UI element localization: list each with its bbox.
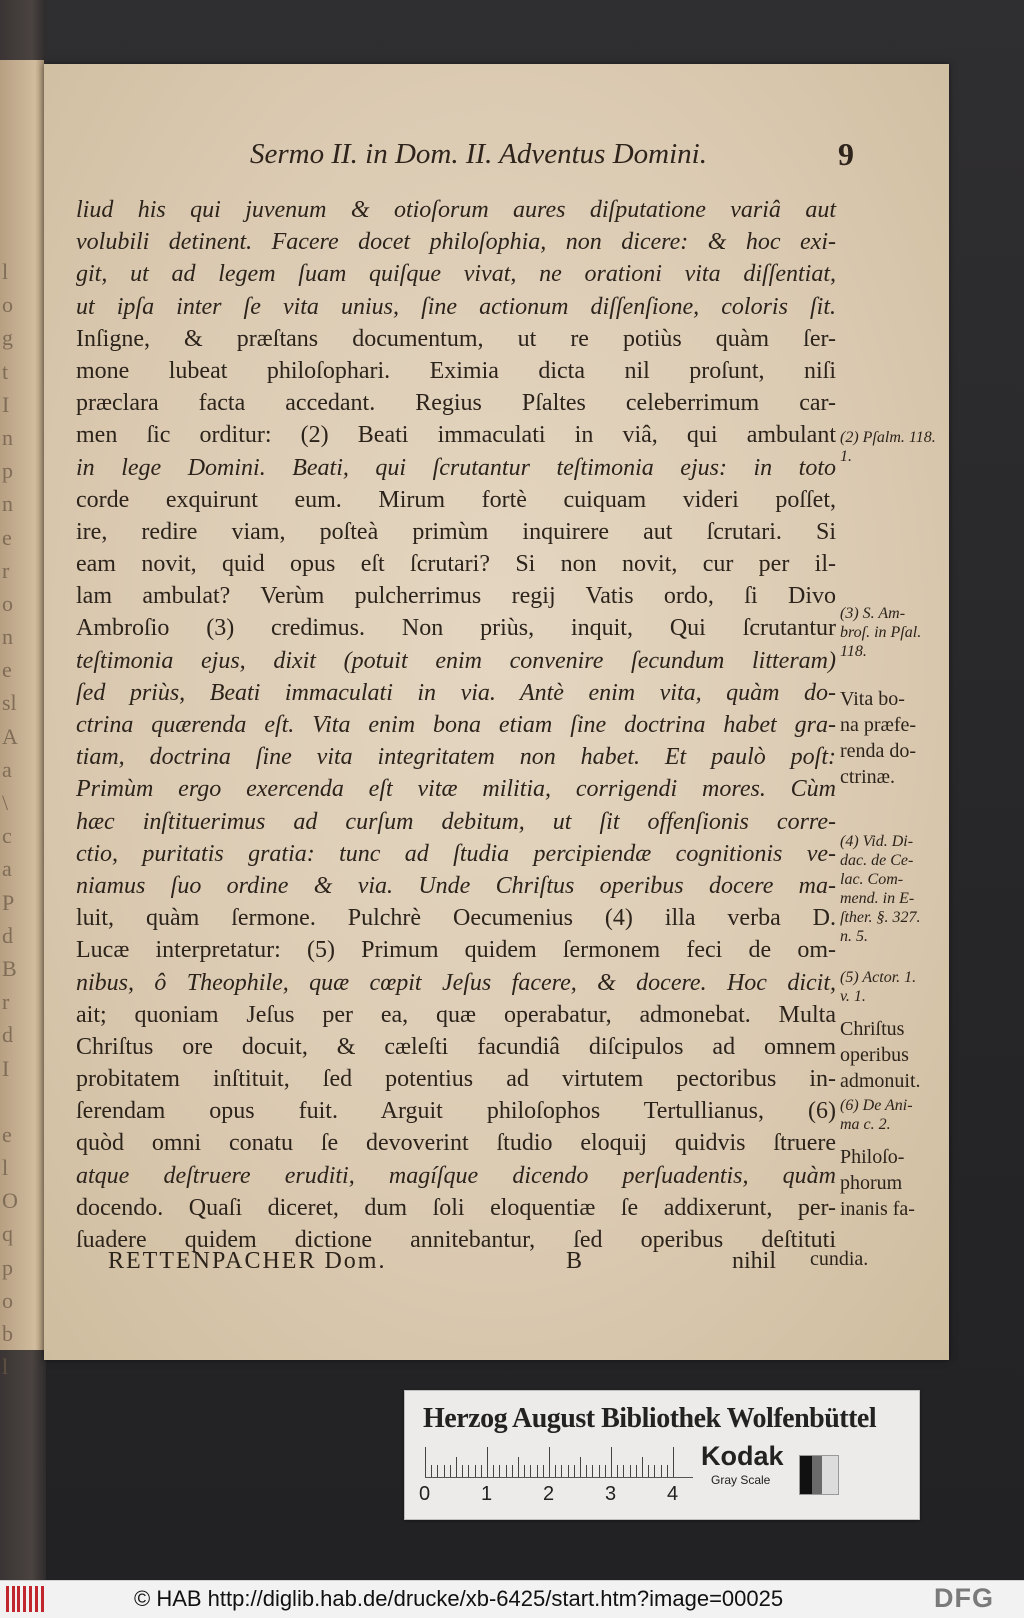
- text-line: ſed priùs, Beati immaculati in via. Antè enim vita, quàm do-: [76, 679, 836, 706]
- page-footer: [44, 1248, 949, 1282]
- prev-page-glyph: d: [2, 1022, 13, 1048]
- prev-page-glyph: P: [2, 889, 15, 915]
- side-line: admonuit.: [840, 1070, 921, 1092]
- prev-page-glyph: a: [2, 856, 12, 882]
- text-line: eam novit, quid opus eſt ſcrutari? Si non novit, cur per il-: [76, 551, 836, 578]
- ruler-tick: [543, 1465, 544, 1477]
- ruler-tick: [468, 1465, 469, 1477]
- text-line: ut ipſa inter ſe vita unius, ſine actionum diſſenſione, coloris ſit.: [76, 293, 836, 320]
- source-link[interactable]: © HAB http://diglib.hab.de/drucke/xb-6425/start.htm?image=00025: [134, 1586, 784, 1611]
- scale-number: 2: [543, 1483, 555, 1505]
- scale-number: 4: [667, 1483, 679, 1505]
- ruler-tick: [549, 1447, 550, 1477]
- catchword: nihil: [732, 1248, 777, 1274]
- note-line: (2) Pſalm. 118. 1.: [840, 429, 936, 465]
- text-line: liud his qui juvenum & otioſorum aures diſputatione variâ aut: [76, 197, 836, 223]
- text-line: Lucæ interpretatur: (5) Primum quidem ſermonem feci de om-: [76, 937, 836, 964]
- side-line: Chriſtus: [840, 1018, 905, 1040]
- ruler-tick: [518, 1457, 519, 1477]
- ruler-tick: [437, 1465, 438, 1477]
- ruler-tick: [561, 1465, 562, 1477]
- text-line: niamus ſuo ordine & via. Unde Chriſtus operibus docere ma-: [76, 872, 836, 899]
- note-line: lac. Com-: [840, 871, 904, 888]
- ruler-tick: [623, 1465, 624, 1477]
- text-line: teſtimonia ejus, dixit (potuit enim convenire ſecundum litteram): [76, 647, 836, 674]
- ruler-tick: [617, 1465, 618, 1477]
- prev-page-glyph: q: [2, 1221, 13, 1247]
- note-line: n. 5.: [840, 928, 868, 945]
- book-page: [44, 64, 949, 1360]
- main-text: [76, 194, 836, 1256]
- gray-swatch: [799, 1455, 839, 1495]
- gray-scale-label: Gray Scale: [711, 1473, 771, 1487]
- text-line: probitatem inſtituit, ſed potentius ad virtutem pectoribus in-: [76, 1066, 836, 1093]
- swatch-black: [800, 1456, 812, 1494]
- kodak-logo: Kodak: [701, 1441, 784, 1471]
- ruler-tick: [493, 1465, 494, 1477]
- footer-bar: [0, 1580, 1024, 1618]
- ruler-tick: [499, 1465, 500, 1477]
- ruler-tick: [431, 1465, 432, 1477]
- ruler-tick: [673, 1447, 674, 1477]
- prev-page-glyph: o: [2, 1287, 13, 1313]
- prev-page-glyph: \: [2, 790, 9, 815]
- ruler-tick: [475, 1465, 476, 1477]
- prev-page-glyph: a: [2, 756, 12, 782]
- text-line: atque deſtruere eruditi, magíſque dicendo perſuadentis, quàm: [76, 1162, 836, 1189]
- margin-note: [840, 604, 950, 661]
- prev-page-glyph: [2, 1085, 22, 1118]
- text-line: docendo. Quaſi diceret, dum ſoli eloquentiæ ſe addixerunt, per-: [76, 1194, 836, 1221]
- ruler-tick: [642, 1457, 643, 1477]
- side-head-vita: [840, 686, 950, 790]
- ruler-tick: [481, 1465, 482, 1477]
- margin-note: [840, 968, 950, 1006]
- scale-number: 1: [481, 1483, 493, 1505]
- text-line: Inſigne, & præſtans documentum, ut re potiùs quàm ſer-: [76, 325, 836, 352]
- previous-page-edge: [0, 60, 44, 1380]
- prev-page-glyph: d: [2, 922, 13, 948]
- margin-note: [840, 428, 950, 466]
- ruler-tick: [605, 1465, 606, 1477]
- ruler-tick: [667, 1465, 668, 1477]
- prev-page-glyph: b: [2, 1321, 13, 1346]
- text-line: quòd omni conatu ſe devoverint ſtudio eloquij quidvis ſtruere: [76, 1130, 836, 1157]
- prev-page-glyph: l: [2, 1155, 9, 1181]
- signature-author: RETTENPACHER Dom.: [108, 1248, 387, 1274]
- text-line: ſuadere quidem dictione annitebantur, ſed operibus deſtituti: [76, 1227, 836, 1253]
- note-line: (6) De Ani-: [840, 1097, 913, 1114]
- text-line: mone lubeat philoſophari. Eximia dicta nil proſunt, niſi: [76, 357, 836, 384]
- scale-number: 0: [419, 1483, 431, 1505]
- text-line: git, ut ad legem ſuam quiſque vivat, ne orationi vita diſſentiat,: [76, 261, 836, 288]
- ruler-tick: [580, 1457, 581, 1477]
- note-line: (3) S. Am-: [840, 605, 906, 622]
- ruler-tick: [537, 1465, 538, 1477]
- prev-page-glyph: o: [2, 292, 13, 318]
- note-line: mend. in E-: [840, 890, 915, 907]
- note-line: (4) Vid. Di-: [840, 833, 914, 850]
- ruler-tick: [425, 1447, 426, 1477]
- ruler-tick: [555, 1465, 556, 1477]
- text-line: nibus, ô Theophile, quæ cœpit Jeſus facere, & docere. Hoc dicit,: [76, 969, 836, 996]
- text-line: hæc inſtituerimus ad curſum debitum, ut ſit offenſionis corre-: [76, 808, 836, 835]
- signature-mark: B: [566, 1248, 583, 1274]
- prev-page-glyph: l: [2, 1354, 9, 1380]
- note-line: ma c. 2.: [840, 1116, 891, 1133]
- side-line: na præfe-: [840, 714, 917, 736]
- text-line: ire, redire viam, poſteà primùm inquirere aut ſcrutari. Si: [76, 518, 836, 545]
- prev-page-glyph: n: [2, 424, 13, 450]
- ruler-numbers: [419, 1483, 699, 1509]
- text-line: corde exquirunt eum. Mirum fortè cuiquam videri poſſet,: [76, 486, 836, 513]
- note-line: 118.: [840, 643, 867, 660]
- text-line: volubili detinent. Facere docet philoſophia, non dicere: & hoc exi-: [76, 229, 836, 256]
- note-line: broſ. in Pſal.: [840, 624, 922, 641]
- prev-page-glyph: r: [2, 557, 10, 583]
- page-number: 9: [838, 136, 854, 172]
- text-line: Chriſtus ore docuit, & cæleſti facundiâ diſcipulos ad omnem: [76, 1033, 836, 1060]
- ruler-tick: [462, 1465, 463, 1477]
- barcode-icon: [6, 1586, 44, 1612]
- previous-page-glyphs: [2, 255, 22, 1383]
- note-line: v. 1.: [840, 988, 866, 1005]
- margin-note: [840, 1096, 950, 1134]
- ruler-tick: [574, 1465, 575, 1477]
- prev-page-glyph: p: [2, 458, 13, 484]
- prev-page-glyph: e: [2, 1121, 12, 1147]
- text-line: tiam, doctrina ſine vita integritatem non habet. Et paulò poſt:: [76, 744, 836, 771]
- text-line: lam ambulat? Verùm pulcherrimus regij Vatis ordo, ſi Divo: [76, 583, 836, 610]
- side-line: Vita bo-: [840, 688, 905, 710]
- prev-page-glyph: A: [2, 723, 18, 749]
- side-head-christus: [840, 1016, 950, 1094]
- prev-page-glyph: e: [2, 657, 12, 683]
- side-line: operibus: [840, 1044, 909, 1066]
- note-line: (5) Actor. 1.: [840, 969, 917, 986]
- ruler-tick: [611, 1447, 612, 1477]
- side-line: inanis fa-: [840, 1198, 915, 1220]
- text-line: in lege Domini. Beati, qui ſcrutantur teſtimonia ejus: in toto: [76, 454, 836, 481]
- scale-number: 3: [605, 1483, 617, 1505]
- ruler-tick: [524, 1465, 525, 1477]
- note-line: dac. de Ce-: [840, 852, 914, 869]
- text-line: ctrina quærenda eſt. Vita enim bona etiam ſine doctrina habet gra-: [76, 712, 836, 738]
- ruler-tick: [506, 1465, 507, 1477]
- prev-page-glyph: e: [2, 524, 12, 550]
- prev-page-glyph: l: [2, 259, 9, 284]
- prev-page-glyph: r: [2, 989, 10, 1015]
- prev-page-glyph: I: [2, 391, 10, 417]
- prev-page-glyph: t: [2, 358, 9, 384]
- prev-page-glyph: n: [2, 491, 13, 517]
- text-line: men ſic orditur: (2) Beati immaculati in viâ, qui ambulant: [76, 422, 836, 449]
- prev-page-glyph: sl: [2, 690, 17, 716]
- swatch-gray: [812, 1456, 822, 1494]
- ruler-tick: [636, 1465, 637, 1477]
- text-line: ctio, puritatis gratia: tunc ad ſtudia percipiendæ cognitionis ve-: [76, 840, 836, 867]
- dfg-logo: DFG: [934, 1583, 994, 1613]
- running-head: Sermo II. in Dom. II. Adventus Domini.: [250, 138, 707, 170]
- library-title: Herzog August Bibliothek Wolfenbüttel: [423, 1403, 877, 1434]
- prev-page-glyph: o: [2, 590, 13, 616]
- page-header: [104, 138, 864, 178]
- side-catchword: cundia.: [810, 1248, 869, 1270]
- ruler-tick: [512, 1465, 513, 1477]
- text-line: præclara facta accedant. Regius Pſaltes celeberrimum car-: [76, 390, 836, 417]
- ruler-tick: [654, 1465, 655, 1477]
- prev-page-glyph: c: [2, 823, 12, 849]
- note-line: ſther. §. 327.: [840, 909, 921, 926]
- side-line: phorum: [840, 1172, 903, 1194]
- prev-page-glyph: n: [2, 624, 13, 650]
- ruler-tick: [568, 1465, 569, 1477]
- text-line: ſerendam opus fuit. Arguit philoſophos Tertullianus, (6): [76, 1098, 836, 1125]
- swatch-light: [822, 1456, 838, 1494]
- ruler-tick: [586, 1465, 587, 1477]
- margin-note: [840, 832, 950, 946]
- ruler-tick: [648, 1465, 649, 1477]
- ruler-tick: [450, 1465, 451, 1477]
- side-line: renda do-: [840, 740, 917, 762]
- prev-page-glyph: I: [2, 1055, 10, 1081]
- prev-page-glyph: g: [2, 325, 13, 351]
- side-line: ctrinæ.: [840, 766, 895, 788]
- prev-page-glyph: O: [2, 1188, 18, 1214]
- prev-page-glyph: p: [2, 1254, 13, 1280]
- ruler-tick: [661, 1465, 662, 1477]
- ruler-tick: [630, 1465, 631, 1477]
- ruler-scale: [425, 1447, 693, 1478]
- prev-page-glyph: B: [2, 955, 17, 981]
- color-chart-card: [404, 1390, 920, 1520]
- text-line: Ambroſio (3) credimus. Non priùs, inquit, Qui ſcrutantur: [76, 615, 836, 642]
- ruler-tick: [599, 1465, 600, 1477]
- ruler-tick: [592, 1465, 593, 1477]
- side-line: Philoſo-: [840, 1146, 905, 1168]
- ruler-tick: [456, 1457, 457, 1477]
- ruler-tick: [444, 1465, 445, 1477]
- ruler-tick: [530, 1465, 531, 1477]
- ruler-tick: [487, 1447, 488, 1477]
- text-line: luit, quàm ſermone. Pulchrè Oecumenius (4) illa verba D.: [76, 905, 836, 932]
- text-line: ait; quoniam Jeſus per ea, quæ operabatur, admonebat. Multa: [76, 1001, 836, 1028]
- text-line: Primùm ergo exercenda eſt vitæ militia, corrigendi mores. Cùm: [76, 776, 836, 803]
- side-head-philosophorum: [840, 1144, 950, 1222]
